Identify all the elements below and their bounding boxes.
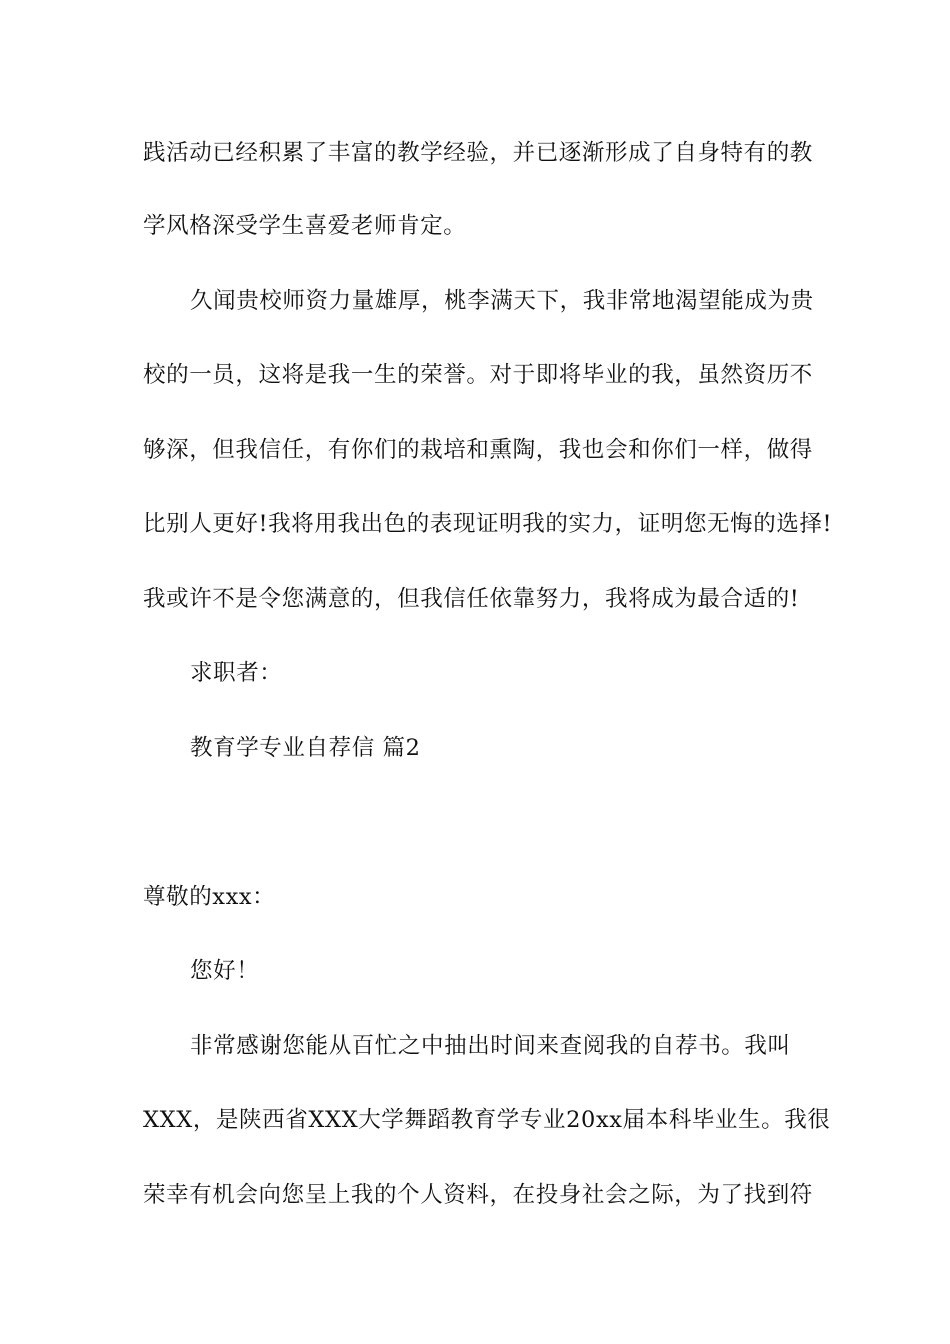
paragraph-line: 够深，但我信任，有你们的栽培和熏陶，我也会和你们一样，做得 xyxy=(143,437,813,463)
paragraph-line: 久闻贵校师资力量雄厚，桃李满天下，我非常地渴望能成为贵 xyxy=(190,288,814,314)
paragraph-line: 学风格深受学生喜爱老师肯定。 xyxy=(143,213,467,239)
paragraph-line: 荣幸有机会向您呈上我的个人资料，在投身社会之际，为了找到符 xyxy=(143,1182,813,1208)
salutation: 尊敬的xxx： xyxy=(143,884,276,910)
paragraph-line: XXX，是陕西省XXX大学舞蹈教育学专业20xx届本科毕业生。我很 xyxy=(143,1107,831,1133)
paragraph-line: 践活动已经积累了丰富的教学经验，并已逐渐形成了自身特有的教 xyxy=(143,140,813,166)
paragraph-line: 我或许不是令您满意的，但我信任依靠努力，我将成为最合适的! xyxy=(143,586,800,612)
greeting: 您好！ xyxy=(190,958,260,984)
signature-label: 求职者： xyxy=(190,660,283,686)
paragraph-line: 校的一员，这将是我一生的荣誉。对于即将毕业的我，虽然资历不 xyxy=(143,362,813,388)
section-heading: 教育学专业自荐信 篇2 xyxy=(190,735,421,761)
paragraph-line: 非常感谢您能从百忙之中抽出时间来查阅我的自荐书。我叫 xyxy=(190,1033,791,1059)
paragraph-line: 比别人更好!我将用我出色的表现证明我的实力，证明您无悔的选择! xyxy=(143,511,833,537)
